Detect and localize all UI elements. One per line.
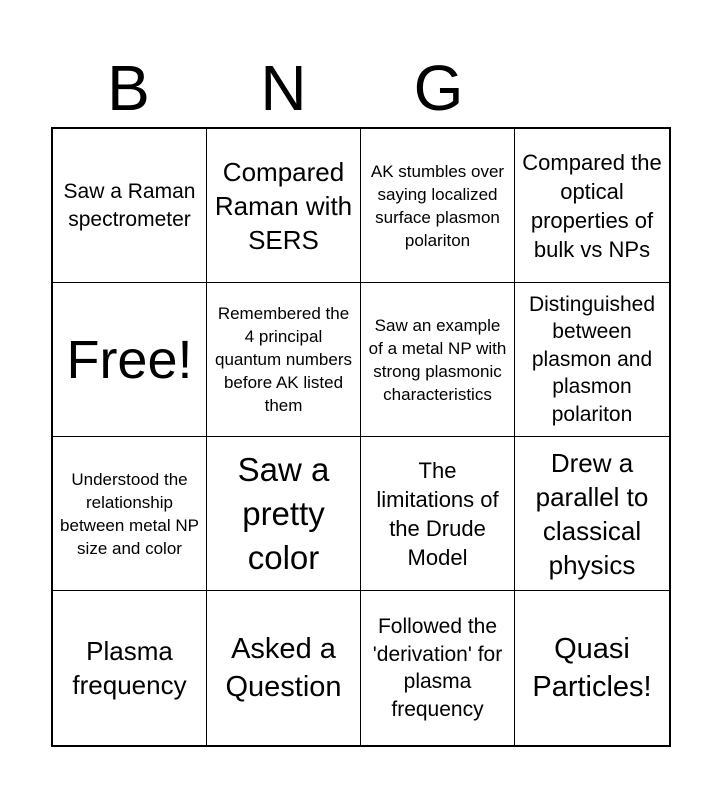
bingo-board	[51, 127, 671, 747]
bingo-cell[interactable]	[53, 437, 207, 591]
header-letter-g: G	[413, 52, 464, 124]
cell-text: Compared Raman with SERS	[214, 156, 353, 255]
bingo-cell[interactable]	[207, 591, 361, 745]
bingo-cell[interactable]	[361, 591, 515, 745]
header-letter-b: B	[107, 52, 150, 124]
cell-text: Free!	[66, 329, 193, 390]
bingo-cell[interactable]	[53, 591, 207, 745]
cell-text: Plasma frequency	[72, 636, 187, 700]
bingo-header	[51, 52, 671, 124]
bingo-cell[interactable]	[53, 129, 207, 283]
cell-text: Saw an example of a metal NP with strong plasmonic characteristics	[368, 315, 507, 404]
free-space-cell[interactable]	[53, 283, 207, 437]
bingo-cell[interactable]	[361, 129, 515, 283]
bingo-cell[interactable]	[361, 283, 515, 437]
bingo-cell[interactable]	[515, 591, 669, 745]
cell-text: The limitations of the Drude Model	[376, 457, 499, 570]
cell-text: Asked a Question	[225, 633, 342, 703]
bingo-cell[interactable]	[207, 129, 361, 283]
cell-text: Remembered the 4 principal quantum numbers before AK listed them	[214, 304, 353, 415]
header-letter-n: N	[260, 52, 307, 124]
cell-text: AK stumbles over saying localized surface plasmon polariton	[370, 161, 505, 250]
cell-text: Saw a Raman spectrometer	[63, 180, 196, 231]
cell-text: Quasi Particles!	[532, 633, 652, 703]
cell-text: Compared the optical properties of bulk vs NPs	[522, 149, 662, 262]
bingo-cell[interactable]	[515, 283, 669, 437]
cell-text: Understood the relationship between metal NP size and color	[60, 469, 199, 558]
bingo-cell[interactable]	[361, 437, 515, 591]
cell-text: Followed the 'derivation' for plasma frequency	[372, 615, 503, 721]
bingo-cell[interactable]	[207, 283, 361, 437]
bingo-cell[interactable]	[515, 129, 669, 283]
cell-text: Drew a parallel to classical physics	[535, 447, 649, 580]
cell-text: Distinguished between plasmon and plasmon polariton	[528, 292, 656, 426]
cell-text: Saw a pretty color	[237, 450, 330, 576]
bingo-cell[interactable]	[515, 437, 669, 591]
bingo-cell[interactable]	[207, 437, 361, 591]
